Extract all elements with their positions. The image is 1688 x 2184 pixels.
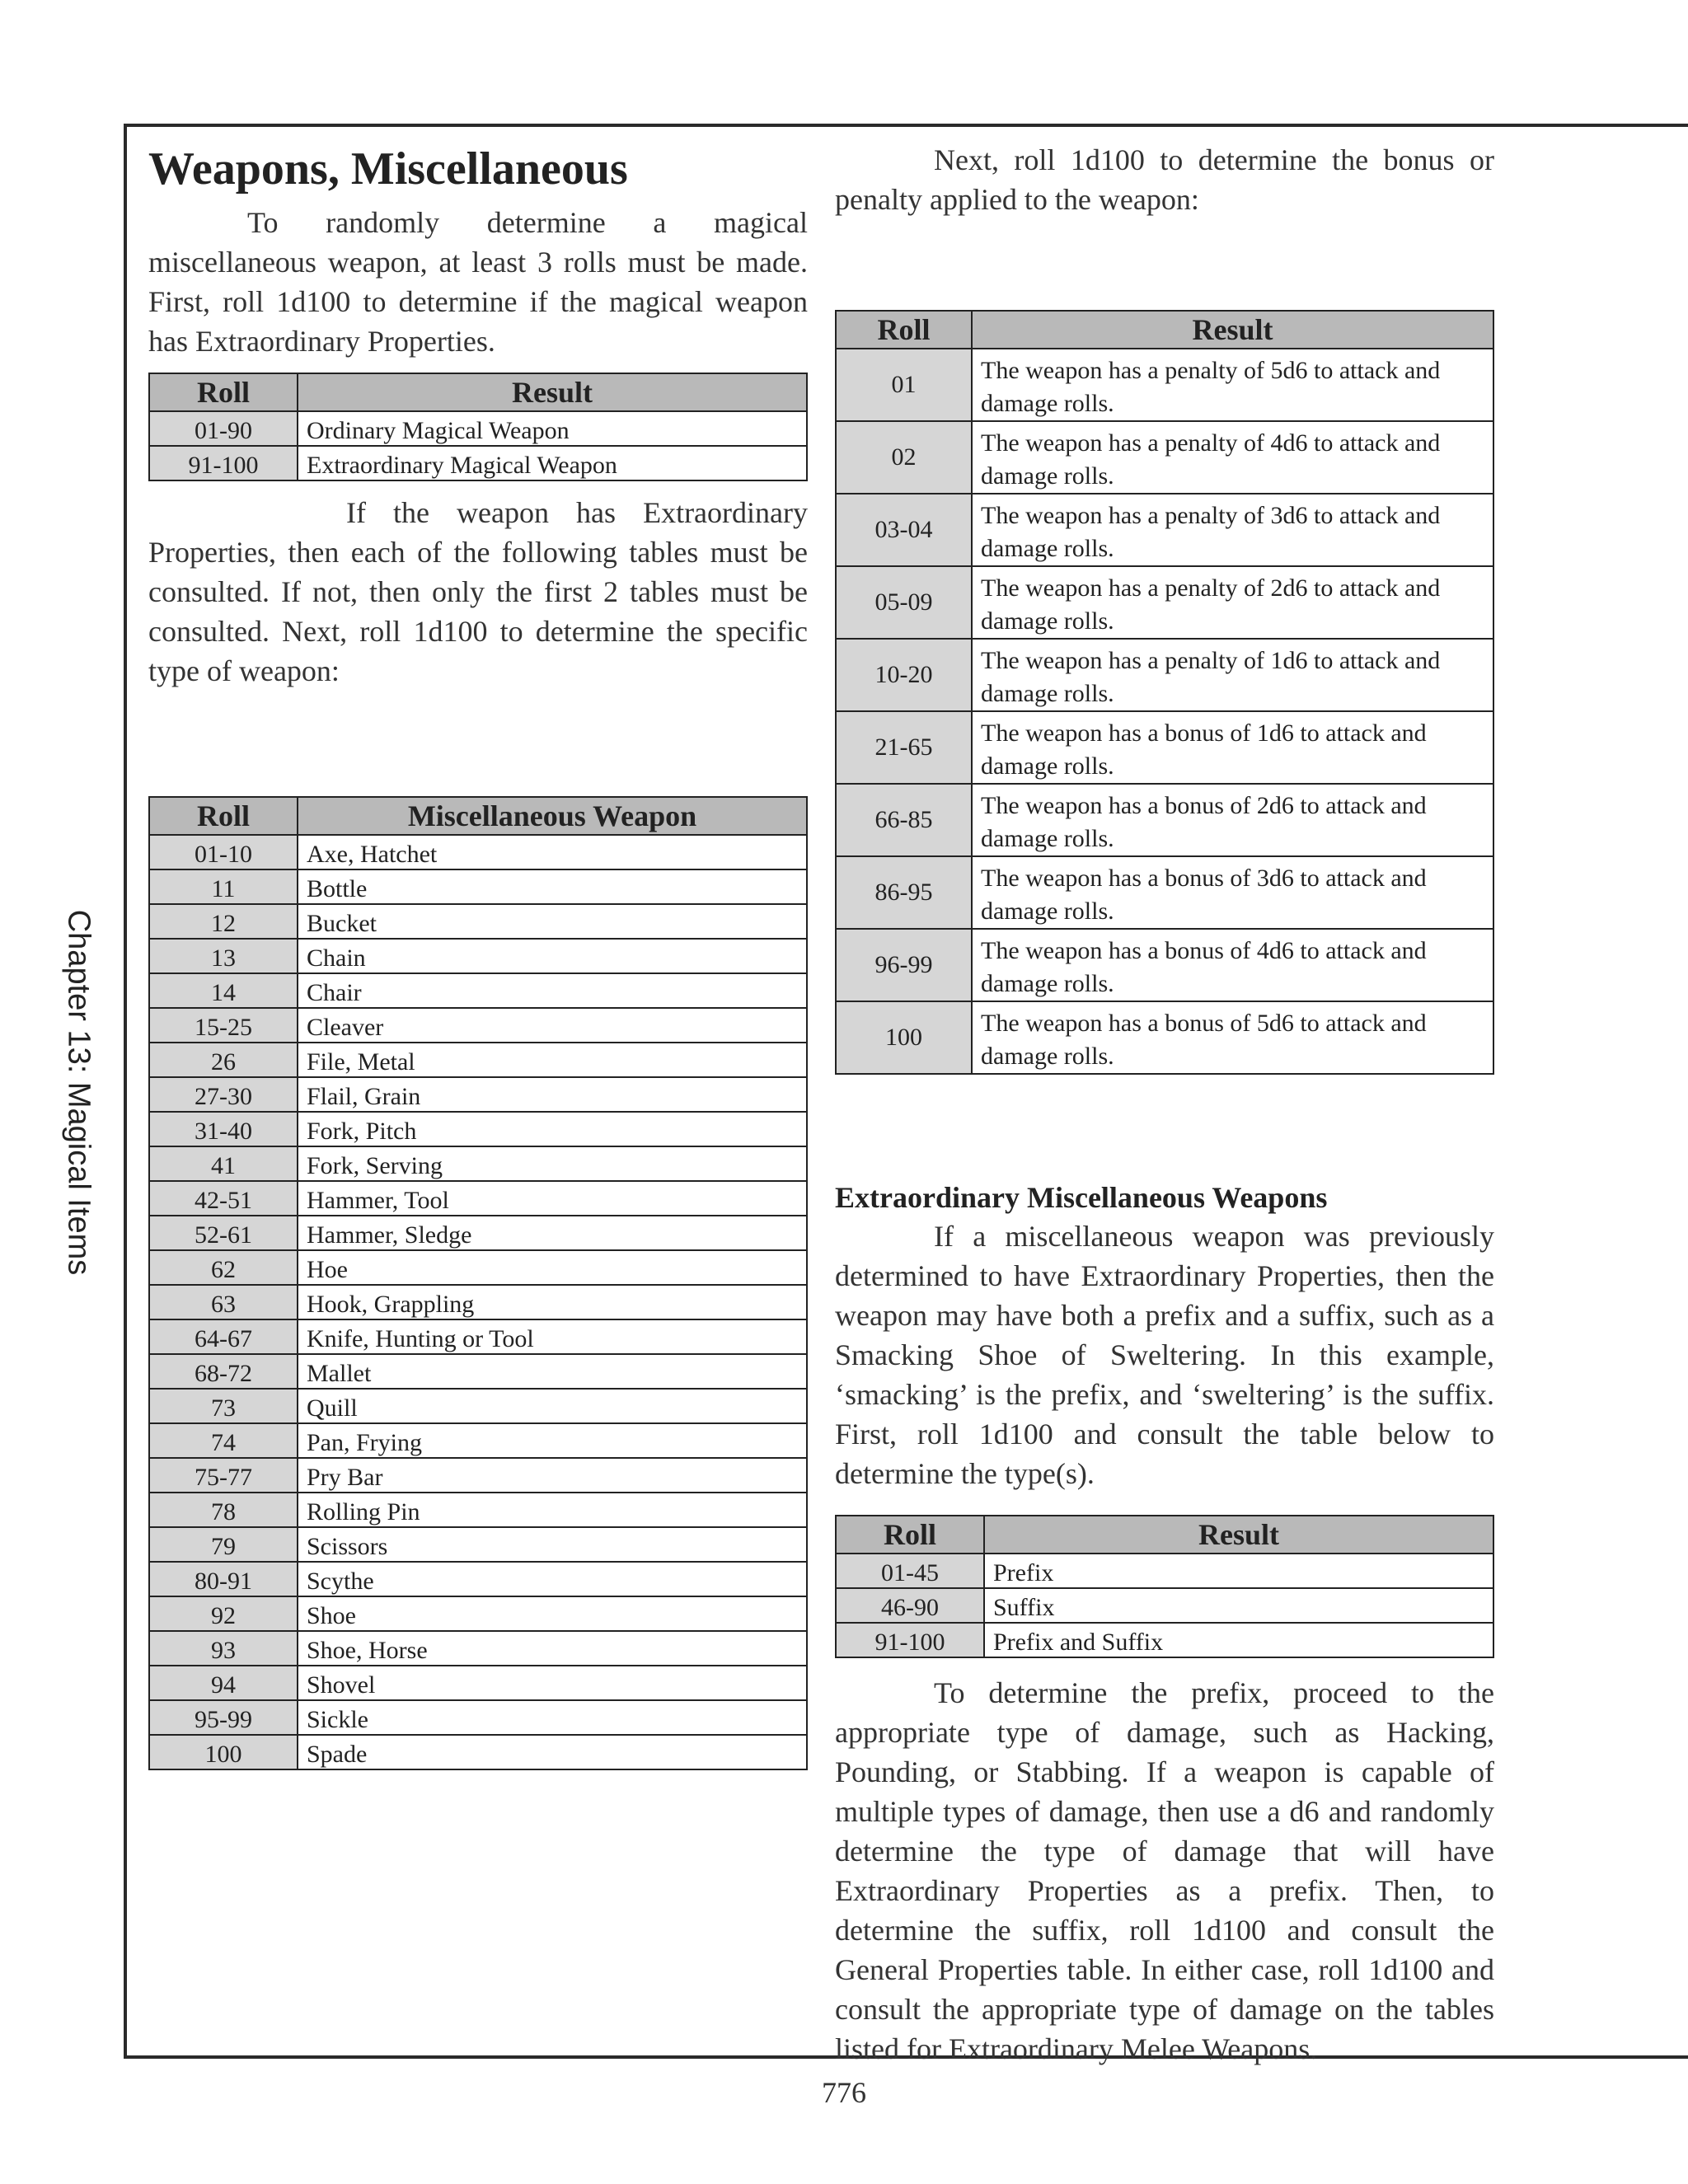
table-row xyxy=(149,1735,807,1769)
table-header-row xyxy=(149,797,807,835)
result-cell: Fork, Serving xyxy=(298,1146,807,1181)
result-cell: Extraordinary Magical Weapon xyxy=(298,446,807,480)
result-cell: The weapon has a bonus of 2d6 to attack and damage rolls. xyxy=(972,784,1493,856)
roll-cell: 31-40 xyxy=(149,1112,298,1146)
table-row xyxy=(149,1596,807,1631)
table-row xyxy=(836,1623,1493,1657)
table-row xyxy=(149,1043,807,1077)
table-header: Roll xyxy=(149,797,298,835)
table-body xyxy=(149,835,807,1769)
result-cell: Fork, Pitch xyxy=(298,1112,807,1146)
page-frame-left xyxy=(124,124,127,2059)
result-cell: The weapon has a penalty of 1d6 to attack and damage rolls. xyxy=(972,639,1493,711)
result-cell: Chair xyxy=(298,973,807,1008)
roll-cell: 73 xyxy=(149,1389,298,1423)
table-row xyxy=(149,1389,807,1423)
table-header-row xyxy=(836,1516,1493,1554)
section-heading: Weapons, Miscellaneous xyxy=(148,143,628,194)
prefix-suffix-table xyxy=(835,1515,1494,1658)
left-column xyxy=(148,140,808,1770)
roll-cell: 94 xyxy=(149,1666,298,1700)
table-header-row xyxy=(149,373,807,411)
roll-cell: 01 xyxy=(836,349,972,421)
table-row xyxy=(836,1554,1493,1588)
roll-cell: 78 xyxy=(149,1493,298,1527)
roll-cell: 13 xyxy=(149,939,298,973)
miscellaneous-weapon-table xyxy=(148,796,808,1770)
right-column xyxy=(835,140,1494,2069)
result-cell: Bucket xyxy=(298,904,807,939)
result-cell: The weapon has a bonus of 5d6 to attack and damage rolls. xyxy=(972,1001,1493,1074)
table-row xyxy=(149,1250,807,1285)
table-row xyxy=(149,1112,807,1146)
prefix-paragraph: To determine the prefix, proceed to the appropriate type of damage, such as Hacking, Pounding, or Stabbing. If a weapon is capable of multiple types of damage, then use a d6 and randomly determine the type of damage that will have Extraordinary Properties as a prefix. Then, to determine the suffix, roll 1d100 and consult the General Properties table. In either case, roll 1d100 and consult the appropriate type of damage on the tables listed for Extraordinary Melee Weapons. xyxy=(835,1676,1494,2065)
table-row xyxy=(149,1423,807,1458)
result-cell: The weapon has a penalty of 5d6 to attack and damage rolls. xyxy=(972,349,1493,421)
table-row xyxy=(836,566,1493,639)
result-cell: Quill xyxy=(298,1389,807,1423)
result-cell: Sickle xyxy=(298,1700,807,1735)
roll-cell: 62 xyxy=(149,1250,298,1285)
table-row xyxy=(149,1354,807,1389)
result-cell: Prefix xyxy=(984,1554,1493,1588)
table-header: Miscellaneous Weapon xyxy=(298,797,807,835)
table-row xyxy=(836,1588,1493,1623)
roll-cell: 91-100 xyxy=(149,446,298,480)
result-cell: Flail, Grain xyxy=(298,1077,807,1112)
page-number: 776 xyxy=(822,2076,866,2109)
table-row xyxy=(149,1562,807,1596)
result-cell: Rolling Pin xyxy=(298,1493,807,1527)
table-row xyxy=(149,904,807,939)
table-body xyxy=(149,411,807,480)
roll-cell: 95-99 xyxy=(149,1700,298,1735)
roll-cell: 52-61 xyxy=(149,1216,298,1250)
table-row xyxy=(836,784,1493,856)
table-header: Roll xyxy=(149,373,298,411)
roll-cell: 74 xyxy=(149,1423,298,1458)
result-cell: The weapon has a bonus of 3d6 to attack and damage rolls. xyxy=(972,856,1493,929)
roll-cell: 12 xyxy=(149,904,298,939)
roll-cell: 86-95 xyxy=(836,856,972,929)
chapter-side-label: Chapter 13: Magical Items xyxy=(61,909,96,1275)
roll-cell: 64-67 xyxy=(149,1319,298,1354)
roll-cell: 92 xyxy=(149,1596,298,1631)
table-row xyxy=(149,1008,807,1043)
roll-cell: 42-51 xyxy=(149,1181,298,1216)
table-row xyxy=(836,639,1493,711)
table-row xyxy=(149,1700,807,1735)
result-cell: The weapon has a penalty of 4d6 to attack and damage rolls. xyxy=(972,421,1493,494)
roll-cell: 05-09 xyxy=(836,566,972,639)
table-row xyxy=(149,1146,807,1181)
roll-cell: 26 xyxy=(149,1043,298,1077)
table-body xyxy=(836,349,1493,1074)
table-row xyxy=(836,856,1493,929)
result-cell: Bottle xyxy=(298,869,807,904)
roll-cell: 10-20 xyxy=(836,639,972,711)
result-cell: Ordinary Magical Weapon xyxy=(298,411,807,446)
result-cell: Prefix and Suffix xyxy=(984,1623,1493,1657)
roll-cell: 93 xyxy=(149,1631,298,1666)
result-cell: The weapon has a bonus of 1d6 to attack and damage rolls. xyxy=(972,711,1493,784)
result-cell: The weapon has a penalty of 2d6 to attack and damage rolls. xyxy=(972,566,1493,639)
instructions-paragraph: If the weapon has Extraordinary Properties, then each of the following tables must be consulted. If not, then only the first 2 tables must be consulted. Next, roll 1d100 to determine the specific type of weapon: xyxy=(148,496,808,687)
roll-cell: 91-100 xyxy=(836,1623,984,1657)
roll-cell: 100 xyxy=(149,1735,298,1769)
table-row xyxy=(149,1216,807,1250)
result-cell: Hoe xyxy=(298,1250,807,1285)
result-cell: Shoe xyxy=(298,1596,807,1631)
result-cell: File, Metal xyxy=(298,1043,807,1077)
table-header: Result xyxy=(972,311,1493,349)
table-header: Result xyxy=(984,1516,1493,1554)
table-row xyxy=(836,711,1493,784)
roll-cell: 27-30 xyxy=(149,1077,298,1112)
table-row xyxy=(149,1458,807,1493)
roll-cell: 68-72 xyxy=(149,1354,298,1389)
result-cell: Shovel xyxy=(298,1666,807,1700)
bonus-intro-paragraph: Next, roll 1d100 to determine the bonus or penalty applied to the weapon: xyxy=(835,143,1494,216)
bonus-penalty-table xyxy=(835,310,1494,1075)
roll-cell: 01-45 xyxy=(836,1554,984,1588)
roll-cell: 15-25 xyxy=(149,1008,298,1043)
table-row xyxy=(836,494,1493,566)
result-cell: Hammer, Sledge xyxy=(298,1216,807,1250)
result-cell: Mallet xyxy=(298,1354,807,1389)
table-header-row xyxy=(836,311,1493,349)
roll-cell: 01-10 xyxy=(149,835,298,869)
roll-cell: 02 xyxy=(836,421,972,494)
roll-cell: 21-65 xyxy=(836,711,972,784)
table-row xyxy=(149,1319,807,1354)
result-cell: Scissors xyxy=(298,1527,807,1562)
roll-cell: 80-91 xyxy=(149,1562,298,1596)
roll-cell: 14 xyxy=(149,973,298,1008)
page-frame-top xyxy=(124,124,1688,127)
roll-cell: 79 xyxy=(149,1527,298,1562)
extraordinary-paragraph: If a miscellaneous weapon was previously determined to have Extraordinary Properties, then the weapon may have both a prefix and a suffix, such as a Smacking Shoe of Sweltering. In this example, ‘smacking’ is the prefix, and ‘sweltering’ is the suffix. First, roll 1d100 and consult the table below to determine the type(s). xyxy=(835,1220,1494,1490)
table-row xyxy=(149,835,807,869)
table-row xyxy=(149,1631,807,1666)
result-cell: Hook, Grappling xyxy=(298,1285,807,1319)
result-cell: Spade xyxy=(298,1735,807,1769)
table-header: Roll xyxy=(836,311,972,349)
table-row xyxy=(836,349,1493,421)
roll-cell: 03-04 xyxy=(836,494,972,566)
table-header: Result xyxy=(298,373,807,411)
result-cell: Axe, Hatchet xyxy=(298,835,807,869)
result-cell: The weapon has a penalty of 3d6 to attack and damage rolls. xyxy=(972,494,1493,566)
chapter-side-tab xyxy=(49,874,107,1310)
table-row xyxy=(836,929,1493,1001)
result-cell: The weapon has a bonus of 4d6 to attack and damage rolls. xyxy=(972,929,1493,1001)
table-row xyxy=(149,939,807,973)
table-row xyxy=(149,446,807,480)
table-body xyxy=(836,1554,1493,1657)
table-row xyxy=(149,1493,807,1527)
result-cell: Scythe xyxy=(298,1562,807,1596)
result-cell: Shoe, Horse xyxy=(298,1631,807,1666)
result-cell: Hammer, Tool xyxy=(298,1181,807,1216)
table-row xyxy=(149,1666,807,1700)
roll-cell: 96-99 xyxy=(836,929,972,1001)
subsection-heading: Extraordinary Miscellaneous Weapons xyxy=(835,1181,1328,1214)
roll-cell: 11 xyxy=(149,869,298,904)
table-row xyxy=(836,421,1493,494)
table-row xyxy=(836,1001,1493,1074)
result-cell: Knife, Hunting or Tool xyxy=(298,1319,807,1354)
table-row xyxy=(149,973,807,1008)
roll-cell: 63 xyxy=(149,1285,298,1319)
result-cell: Suffix xyxy=(984,1588,1493,1623)
table-row xyxy=(149,1527,807,1562)
extraordinary-check-table xyxy=(148,373,808,481)
intro-paragraph: To randomly determine a magical miscellaneous weapon, at least 3 rolls must be made. First, roll 1d100 to determine if the magical weapon has Extraordinary Properties. xyxy=(148,206,808,358)
result-cell: Pan, Frying xyxy=(298,1423,807,1458)
roll-cell: 66-85 xyxy=(836,784,972,856)
roll-cell: 46-90 xyxy=(836,1588,984,1623)
roll-cell: 41 xyxy=(149,1146,298,1181)
table-row xyxy=(149,1285,807,1319)
result-cell: Cleaver xyxy=(298,1008,807,1043)
roll-cell: 75-77 xyxy=(149,1458,298,1493)
roll-cell: 100 xyxy=(836,1001,972,1074)
result-cell: Pry Bar xyxy=(298,1458,807,1493)
table-row xyxy=(149,869,807,904)
table-row xyxy=(149,411,807,446)
result-cell: Chain xyxy=(298,939,807,973)
roll-cell: 01-90 xyxy=(149,411,298,446)
table-row xyxy=(149,1077,807,1112)
table-header: Roll xyxy=(836,1516,984,1554)
table-row xyxy=(149,1181,807,1216)
